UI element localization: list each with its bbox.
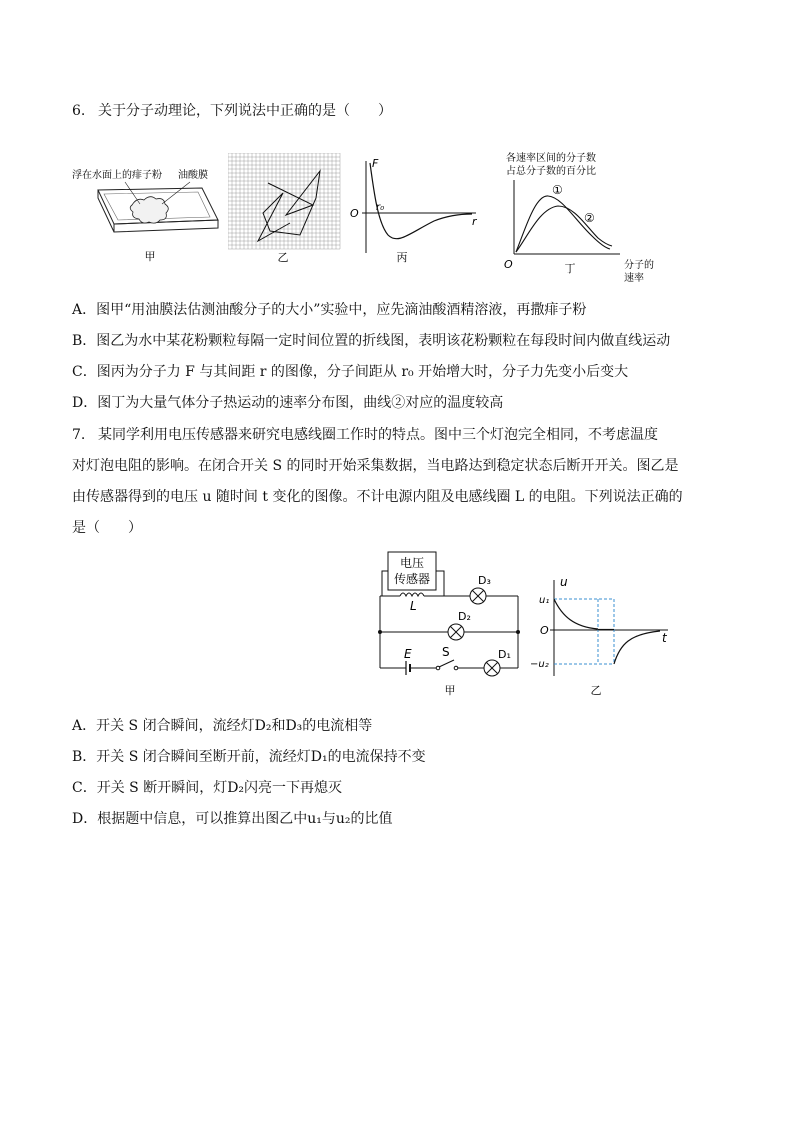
brownian-grid xyxy=(228,153,340,249)
sensor-label-line1: 电压 xyxy=(399,556,425,570)
graph-origin: O xyxy=(540,624,549,637)
jia-label-left: 浮在水面上的痱子粉 xyxy=(72,170,162,181)
switch-lever xyxy=(439,660,454,667)
tray-front xyxy=(114,220,218,232)
q6-figure-yi xyxy=(228,153,343,265)
bing-axis-y-label: F xyxy=(372,157,379,170)
q7-stem-line-4: 是（ ） xyxy=(72,520,142,536)
tray-side xyxy=(98,190,114,232)
source-label: E xyxy=(404,647,412,661)
q6-option-b: B．图乙为水中某花粉颗粒每隔一定时间位置的折线图，表明该花粉颗粒在每段时间内做直线运动 xyxy=(72,333,671,349)
jia-label-right: 油酸膜 xyxy=(178,170,208,181)
ding-curve2-label: ② xyxy=(584,211,595,225)
q7-stem-line-2: 对灯泡电阻的影响。在闭合开关 S 的同时开始采集数据，当电路达到稳定状态后断开开关。图乙是 xyxy=(72,458,679,474)
q7-stem-line-3: 由传感器得到的电压 u 随时间 t 变化的图像。不计电源内阻及电感线圈 L 的电阻。下列说法正确的 xyxy=(72,489,683,505)
ding-curve1-label: ① xyxy=(552,183,563,197)
switch-contact-right xyxy=(454,666,458,670)
bing-caption: 丙 xyxy=(396,251,408,264)
force-curve xyxy=(370,163,472,239)
graph-caption: 乙 xyxy=(590,684,602,697)
yi-caption: 乙 xyxy=(277,251,289,264)
lamp-d2-label: D₂ xyxy=(458,610,471,623)
ding-title-line2: 占总分子数的百分比 xyxy=(506,166,596,177)
graph-u1-label: u₁ xyxy=(539,595,550,606)
q6-stem-line xyxy=(72,101,392,121)
graph-neg-u2-label: −u₂ xyxy=(530,659,549,670)
junction-left xyxy=(378,630,382,634)
sensor-lead-right xyxy=(436,571,444,596)
q6-figure-jia xyxy=(70,150,230,265)
bing-origin: O xyxy=(350,207,359,220)
lamp-d1-label: D₁ xyxy=(498,648,511,661)
distribution-curve-2 xyxy=(516,206,612,252)
q7-stem-1: 某同学利用电压传感器来研究电感线圈工作时的特点。图中三个灯泡完全相同，不考虑温度 xyxy=(98,427,658,443)
bing-axis-x-label: r xyxy=(472,215,477,228)
voltage-decay-curve xyxy=(554,599,598,629)
q7-figure-circuit xyxy=(372,548,524,700)
q6-figure-ding xyxy=(500,150,670,286)
q6-option-d: D．图丁为大量气体分子热运动的速率分布图，曲线②对应的温度较高 xyxy=(72,395,504,411)
graph-axis-y-label: u xyxy=(560,575,568,589)
sensor-lead-left xyxy=(382,571,388,596)
ding-origin: O xyxy=(504,258,513,271)
inductor-coil xyxy=(400,593,424,596)
junction-right xyxy=(516,630,520,634)
brownian-path xyxy=(258,171,320,241)
circuit-caption: 甲 xyxy=(444,684,456,697)
q7-option-c: C．开关 S 断开瞬间，灯D₂闪亮一下再熄灭 xyxy=(72,780,343,796)
switch-label: S xyxy=(442,645,450,659)
q6-option-c: C．图丙为分子力 F 与其间距 r 的图像，分子间距从 r₀ 开始增大时，分子力先变小后变大 xyxy=(72,364,629,380)
q7-option-b: B．开关 S 闭合瞬间至断开前，流经灯D₁的电流保持不变 xyxy=(72,749,426,765)
label-pointer-right xyxy=(162,182,190,204)
q7-figure-graph xyxy=(530,572,674,698)
jia-caption: 甲 xyxy=(144,250,156,263)
q6-stem: 关于分子动理论，下列说法中正确的是（ ） xyxy=(98,103,392,119)
q7-option-d: D．根据题中信息，可以推算出图乙中u₁与u₂的比值 xyxy=(72,811,393,827)
bing-r0-label: r₀ xyxy=(376,202,385,213)
ding-title-line1: 各速率区间的分子数 xyxy=(506,153,596,164)
distribution-curve-1 xyxy=(516,196,610,252)
q7-number: 7. xyxy=(72,427,86,443)
graph-axis-x-label: t xyxy=(662,631,667,645)
q6-number: 6. xyxy=(72,103,86,119)
ding-caption: 丁 xyxy=(564,262,576,275)
ding-axis-x-line1: 分子的 xyxy=(624,260,654,271)
voltage-reverse-curve xyxy=(614,631,660,664)
ding-axis-x-line2: 速率 xyxy=(624,273,644,284)
q6-figure-bing xyxy=(344,153,484,265)
q7-option-a: A．开关 S 闭合瞬间，流经灯D₂和D₃的电流相等 xyxy=(72,718,373,734)
q7-stem-line-1 xyxy=(72,425,658,445)
sensor-label-line2: 传感器 xyxy=(393,572,431,586)
q6-option-a: A．图甲“用油膜法估测油酸分子的大小”实验中，应先滴油酸酒精溶液，再撒痱子粉 xyxy=(72,302,587,318)
lamp-d3-label: D₃ xyxy=(478,574,491,587)
inductor-label: L xyxy=(410,599,417,613)
